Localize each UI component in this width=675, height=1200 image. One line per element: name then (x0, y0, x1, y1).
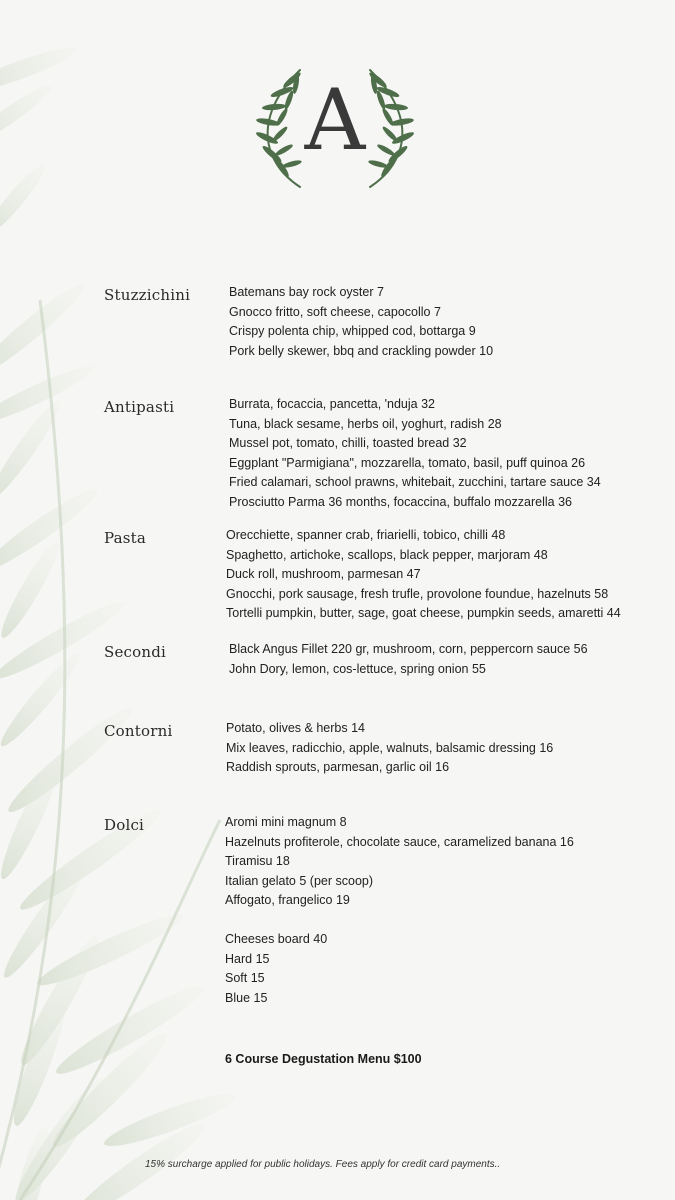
menu-item: Raddish sprouts, parmesan, garlic oil 16 (226, 760, 450, 774)
menu-item: Tuna, black sesame, herbs oil, yoghurt, radish 28 (229, 416, 502, 431)
antipasti-items (229, 395, 601, 512)
section-title-pasta: Pasta (104, 529, 147, 547)
menu-item: Fried calamari, school prawns, whitebait, zucchini, tartare sauce 34 (229, 475, 601, 489)
section-title-antipasti: Antipasti (104, 398, 175, 416)
surcharge-footnote: 15% surcharge applied for public holidays. Fees apply for credit card payments.. (145, 1159, 501, 1170)
menu-item: Affogato, frangelico 19 (225, 893, 350, 907)
section-title-secondi: Secondi (104, 643, 167, 661)
contorni-items (226, 719, 553, 778)
logo-letter: A (304, 71, 366, 169)
menu-item: Hazelnuts profiterole, chocolate sauce, caramelized banana 16 (225, 834, 574, 849)
menu-item: Orecchiette, spanner crab, friarielli, tobico, chilli 48 (226, 528, 506, 542)
menu-item: Batemans bay rock oyster 7 (229, 285, 384, 299)
menu-item: Hard 15 (225, 951, 270, 966)
section-title-dolci: Dolci (104, 816, 145, 834)
spacer (225, 911, 574, 931)
menu-item: Mix leaves, radicchio, apple, walnuts, balsamic dressing 16 (226, 740, 554, 755)
dolci-items (225, 813, 574, 1008)
menu-item: Italian gelato 5 (per scoop) (225, 873, 374, 888)
menu-item: Duck roll, mushroom, parmesan 47 (226, 567, 421, 581)
menu-item: Crispy polenta chip, whipped cod, bottarga 9 (229, 324, 476, 338)
menu-item: Cheeses board 40 (225, 932, 328, 946)
menu-item: Eggplant "Parmigiana", mozzarella, tomato, basil, puff quinoa 26 (229, 455, 586, 470)
degustation-offer: 6 Course Degustation Menu $100 (225, 1052, 422, 1066)
menu-item: Pork belly skewer, bbq and crackling powder 10 (229, 343, 494, 358)
menu-item: Black Angus Fillet 220 gr, mushroom, corn, peppercorn sauce 56 (229, 642, 588, 656)
menu-item: Gnocco fritto, soft cheese, capocollo 7 (229, 304, 441, 319)
pasta-items (226, 526, 621, 624)
menu-item: Burrata, focaccia, pancetta, 'nduja 32 (229, 397, 435, 411)
menu-item: John Dory, lemon, cos-lettuce, spring onion 55 (229, 661, 486, 676)
menu-item: Aromi mini magnum 8 (225, 815, 347, 829)
secondi-items (229, 640, 588, 679)
stuzzichini-items (229, 283, 493, 361)
menu-item: Spaghetto, artichoke, scallops, black pepper, marjoram 48 (226, 547, 548, 562)
menu-item: Blue 15 (225, 990, 268, 1005)
menu-item: Tiramisu 18 (225, 854, 290, 868)
restaurant-logo (252, 62, 418, 192)
menu-item: Prosciutto Parma 36 months, focaccina, buffalo mozzarella 36 (229, 494, 572, 509)
menu-item: Potato, olives & herbs 14 (226, 721, 365, 735)
menu-item: Soft 15 (225, 971, 265, 985)
menu-item: Gnocchi, pork sausage, fresh trufle, provolone foundue, hazelnuts 58 (226, 586, 609, 601)
section-title-stuzzichini: Stuzzichini (104, 286, 191, 304)
section-title-contorni: Contorni (104, 722, 173, 740)
menu-item: Tortelli pumpkin, butter, sage, goat cheese, pumpkin seeds, amaretti 44 (226, 606, 621, 620)
menu-item: Mussel pot, tomato, chilli, toasted bread 32 (229, 436, 467, 450)
